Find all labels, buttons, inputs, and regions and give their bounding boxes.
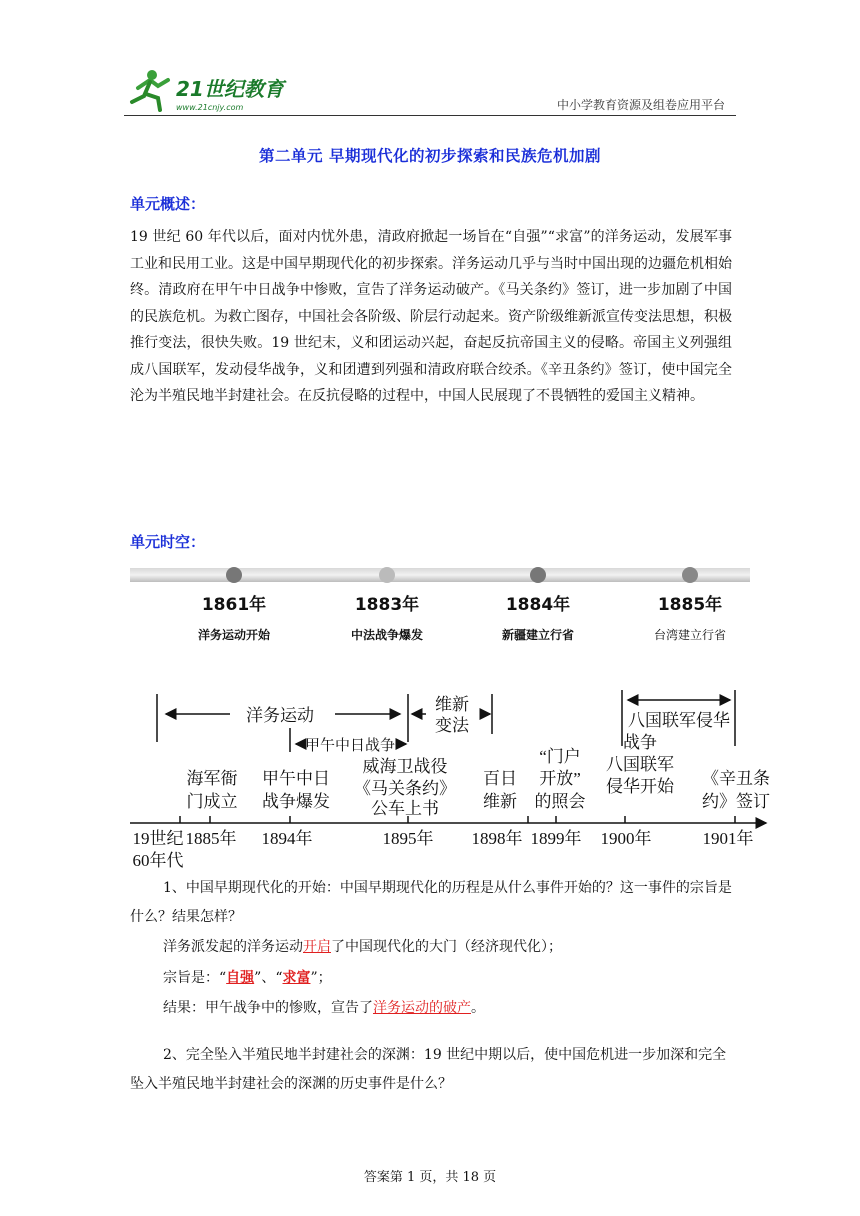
- answer-text: ”、“: [254, 969, 283, 986]
- header-divider: [124, 115, 736, 116]
- timeline-bar: [130, 568, 750, 582]
- question-1: 1、中国早期现代化的开始：中国早期现代化的历程是从什么事件开始的？这一事件的宗旨是什么？结果怎样？: [130, 880, 732, 925]
- answer-text: 结果：甲午战争中的惨败，宣告了: [163, 1000, 373, 1016]
- answer-line: [130, 964, 732, 993]
- answer-text: 。: [471, 1000, 485, 1016]
- year-label: 19世纪: [132, 829, 184, 848]
- year-label: 1885年: [185, 829, 237, 848]
- timeline-dot: [530, 567, 546, 583]
- event-label: 开放”: [539, 769, 581, 788]
- timeline-1859-1885: [130, 562, 750, 652]
- timespace-heading: 单元时空：: [130, 533, 206, 551]
- timeline-year: 1861年: [201, 595, 267, 615]
- answer-line: [130, 933, 732, 962]
- timeline-year: 1884年: [505, 595, 571, 615]
- question-2-block: [130, 1041, 732, 1098]
- page-title: 第二单元 早期现代化的初步探索和民族危机加剧: [259, 146, 601, 165]
- overview-paragraph: [130, 224, 732, 410]
- event-label: 维新: [483, 792, 517, 811]
- event-label: 门成立: [186, 792, 238, 811]
- event-label: “门户: [539, 747, 581, 766]
- event-label: 侵华开始: [606, 777, 674, 796]
- answer-text: ”；: [310, 969, 332, 986]
- span-label-baguo: 八国联军侵华: [628, 711, 730, 730]
- timeline-1860s-1901: [130, 686, 770, 872]
- timeline-event: 洋务运动开始: [197, 628, 271, 642]
- question-1-block: [130, 874, 732, 1023]
- answer-keyword: 开启: [303, 939, 331, 955]
- timeline-dot: [379, 567, 395, 583]
- header-platform-text: 中小学教育资源及组卷应用平台: [556, 98, 725, 112]
- year-label: 1898年: [471, 829, 523, 848]
- answer-keyword: 自强: [226, 969, 255, 986]
- question-2: 2、完全坠入半殖民地半封建社会的深渊：19 世纪中期以后，使中国危机进一步加深和完全坠入半殖民地半封建社会的深渊的历史事件是什么？: [130, 1047, 727, 1092]
- event-label: 甲午中日: [262, 769, 330, 788]
- timeline-dot: [682, 567, 698, 583]
- answer-keyword: 洋务运动的破产: [373, 1000, 471, 1016]
- site-logo: [124, 66, 294, 116]
- event-label: 公车上书: [371, 799, 439, 818]
- year-label: 1894年: [261, 829, 313, 848]
- event-label: 战争爆发: [262, 792, 330, 811]
- event-label: 八国联军: [606, 755, 674, 774]
- span-label-yangwu: 洋务运动: [246, 706, 314, 725]
- span-label-weixin: 维新: [435, 695, 469, 714]
- answer-keyword: 求富: [282, 969, 311, 986]
- event-label: 《辛丑条: [702, 769, 770, 788]
- timeline-event: 中法战争爆发: [350, 628, 424, 642]
- page-footer: 答案第 1 页，共 18 页: [363, 1170, 497, 1185]
- answer-text: 洋务派发起的洋务运动: [163, 939, 303, 955]
- event-label: 海军衙: [186, 769, 238, 788]
- answer-line: [130, 994, 732, 1023]
- event-label: 《马关条约》: [354, 779, 456, 798]
- event-label: 百日: [483, 769, 517, 788]
- year-label: 1895年: [382, 829, 434, 848]
- overview-heading: 单元概述：: [130, 195, 206, 213]
- timeline-event: 新疆建立行省: [501, 628, 575, 642]
- event-label: 威海卫战役: [362, 757, 448, 776]
- year-label: 1901年: [702, 829, 754, 848]
- span-label-jiawu: 甲午中日战争: [304, 738, 396, 754]
- timeline-year: 1883年: [354, 595, 420, 615]
- logo-url: www.21cnjy.com: [176, 103, 244, 112]
- answer-text: 了中国现代化的大门（经济现代化）；: [331, 939, 562, 955]
- timeline-dot: [226, 567, 242, 583]
- span-label-baguo: 战争: [623, 733, 657, 752]
- timeline-event: 台湾建立行省: [653, 628, 727, 642]
- span-label-weixin: 变法: [435, 716, 469, 735]
- logo-text: 21世纪教育: [176, 77, 284, 101]
- runner-icon: [132, 70, 168, 110]
- year-label: 1900年: [600, 829, 652, 848]
- year-label: 60年代: [132, 851, 184, 870]
- event-label: 约》签订: [702, 792, 770, 811]
- answer-text: 宗旨是：“: [163, 969, 227, 986]
- overview-text: 19 世纪 60 年代以后，面对内忧外患，清政府掀起一场旨在“自强”“求富”的洋务运动，发展军事工业和民用工业。这是中国早期现代化的初步探索。洋务运动几乎与当时中国出现的边疆危机相始终。清政府在甲午中日战争中惨败，宣告了洋务运动破产。《马关条约》签订，进一步加剧了中国的民族危机。为救亡图存，中国社会各阶级、阶层行动起来。资产阶级维新派宣传变法思想，积极推行变法，很快失败。19 世纪末，义和团运动兴起，奋起反抗帝国主义的侵略。帝国主义列强组成八国联军，发动侵华战争，义和团遭到列强和清政府联合绞杀。《辛丑条约》签订，使中国完全沦为半殖民地半封建社会。在反抗侵略的过程中，中国人民展现了不畏牺牲的爱国主义精神。: [130, 229, 732, 404]
- event-label: 的照会: [534, 792, 586, 811]
- year-label: 1899年: [530, 829, 582, 848]
- timeline-year: 1885年: [657, 595, 723, 615]
